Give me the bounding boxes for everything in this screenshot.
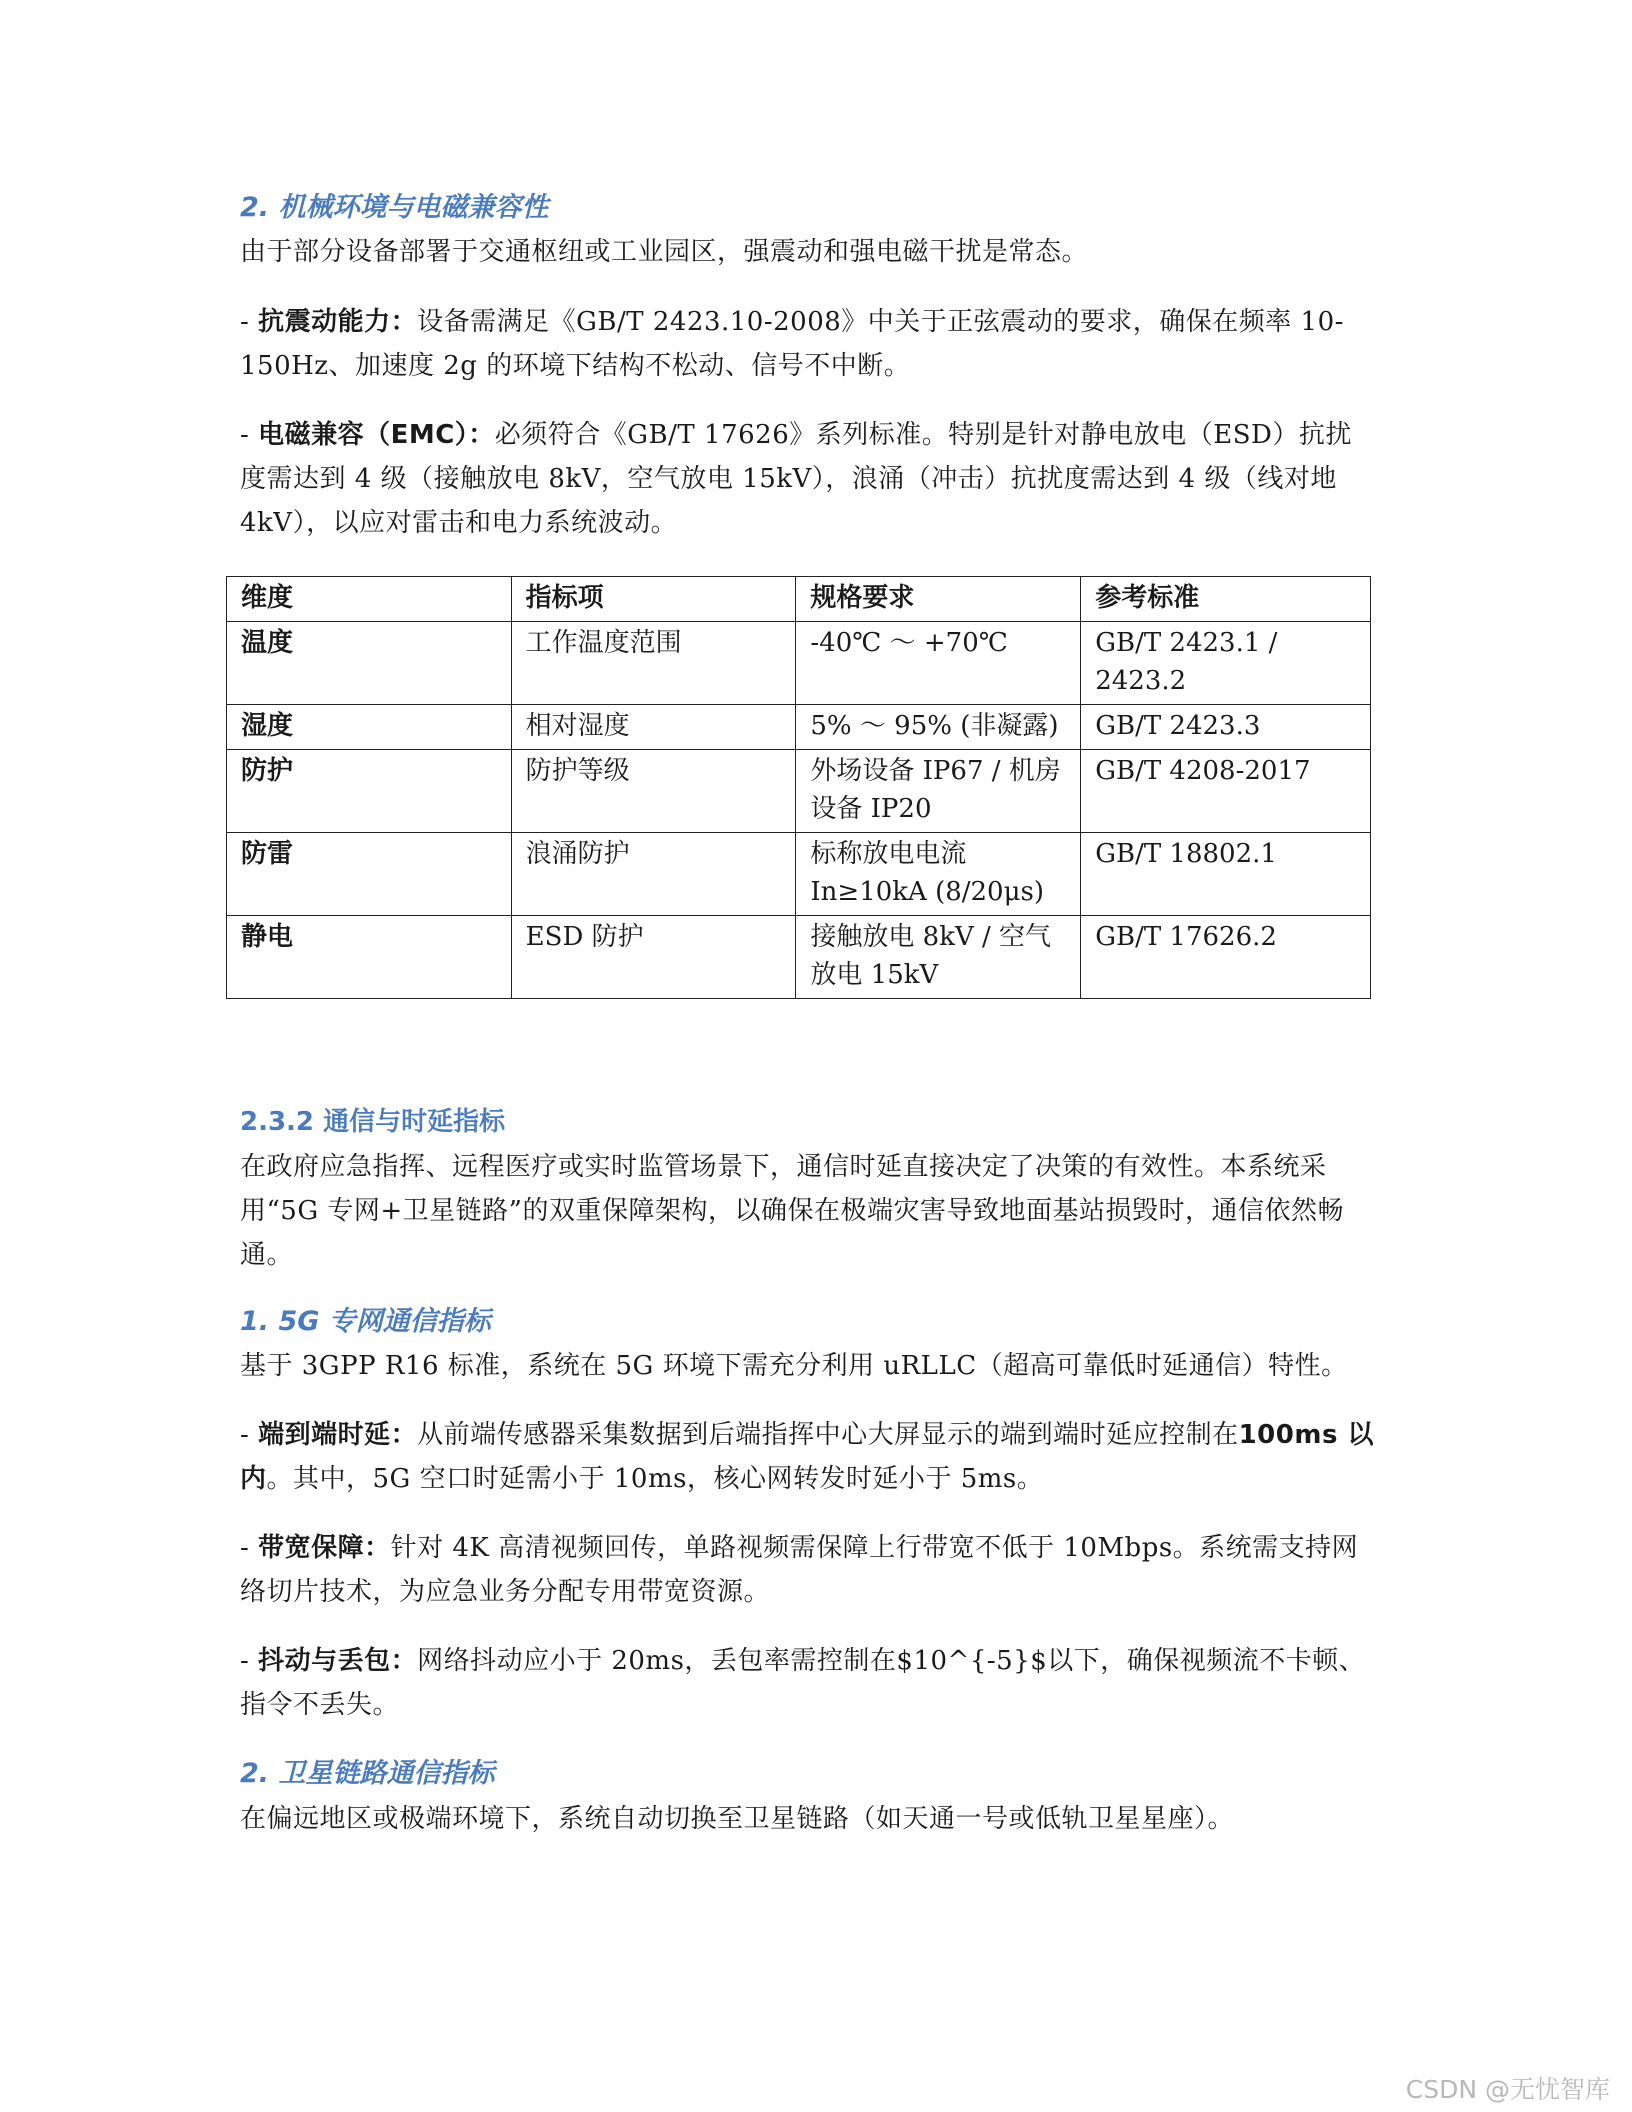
bullet-marker: - [240, 1646, 259, 1676]
watermark: CSDN @无忧智库 [1405, 2075, 1610, 2104]
table-row [227, 916, 1371, 999]
section-heading-mechanical-emc: 2. 机械环境与电磁兼容性 [240, 192, 549, 223]
table-cell-dimension: 湿度 [227, 705, 512, 750]
table-cell-standard: GB/T 2423.1 / 2423.2 [1081, 622, 1371, 705]
table-cell-spec: -40℃ ～ +70℃ [796, 622, 1081, 705]
table-cell-dimension: 温度 [227, 622, 512, 705]
table-cell-dimension: 防护 [227, 750, 512, 833]
table-cell-item: 浪涌防护 [511, 833, 796, 916]
bullet-text: 从前端传感器采集数据到后端指挥中心大屏显示的端到端时延应控制在 [417, 1420, 1239, 1450]
table-cell-item: 相对湿度 [511, 705, 796, 750]
bullet-text: 设备需满足《GB/T 2423.10-2008》中关于正弦震动的要求，确保在频率 10-150Hz、加速度 2g 的环境下结构不松动、信号不中断。 [240, 307, 1344, 381]
bullet-label: 电磁兼容（EMC）： [258, 420, 495, 450]
table-cell-standard: GB/T 2423.3 [1081, 705, 1371, 750]
bullet-text: 针对 4K 高清视频回传，单路视频需保障上行带宽不低于 10Mbps。系统需支持网络切片技术，为应急业务分配专用带宽资源。 [240, 1533, 1359, 1607]
table-cell-item: ESD 防护 [511, 916, 796, 999]
table-header-row [227, 577, 1371, 622]
bullet-label: 抗震动能力： [258, 307, 418, 337]
section-heading-comm-latency: 2.3.2 通信与时延指标 [240, 1107, 506, 1137]
table-header-cell: 指标项 [511, 577, 796, 622]
section-intro-mechanical-emc: 由于部分设备部署于交通枢纽或工业园区，强震动和强电磁干扰是常态。 [240, 237, 1089, 267]
table-header-cell: 参考标准 [1081, 577, 1371, 622]
bullet-bandwidth [240, 1526, 1376, 1614]
section-intro-satellite: 在偏远地区或极端环境下，系统自动切换至卫星链路（如天通一号或低轨卫星星座）。 [240, 1804, 1235, 1834]
bullet-jitter-loss [240, 1639, 1376, 1727]
table-cell-spec: 外场设备 IP67 / 机房设备 IP20 [796, 750, 1081, 833]
section-heading-satellite: 2. 卫星链路通信指标 [240, 1758, 495, 1789]
bullet-marker: - [240, 1420, 259, 1450]
table-cell-spec: 标称放电电流 In≥10kA (8/20μs) [796, 833, 1081, 916]
bullet-end-to-end-latency [240, 1413, 1376, 1501]
bullet-label: 带宽保障： [258, 1533, 391, 1563]
table-cell-spec: 5% ～ 95% (非凝露) [796, 705, 1081, 750]
table-header-cell: 规格要求 [796, 577, 1081, 622]
table-header-cell: 维度 [227, 577, 512, 622]
environment-spec-table [226, 576, 1371, 999]
table-cell-item: 工作温度范围 [511, 622, 796, 705]
bullet-text: 网络抖动应小于 20ms，丢包率需控制在$10^{-5}$以下，确保视频流不卡顿、指令不丢失。 [240, 1646, 1366, 1720]
section-intro-comm-latency: 在政府应急指挥、远程医疗或实时监管场景下，通信时延直接决定了决策的有效性。本系统采用“5G 专网+卫星链路”的双重保障架构，以确保在极端灾害导致地面基站损毁时，通信依然畅通。 [240, 1152, 1344, 1270]
table-row [227, 705, 1371, 750]
table-row [227, 750, 1371, 833]
bullet-text: 必须符合《GB/T 17626》系列标准。特别是针对静电放电（ESD）抗扰度需达到 4 级（接触放电 8kV，空气放电 15kV），浪涌（冲击）抗扰度需达到 4 级（线对地 4kV），以应对雷击和电力系统波动。 [240, 420, 1352, 538]
table-cell-standard: GB/T 18802.1 [1081, 833, 1371, 916]
bullet-emc [240, 413, 1376, 545]
bullet-marker: - [240, 420, 259, 450]
bullet-marker: - [240, 307, 259, 337]
section-intro-5g: 基于 3GPP R16 标准，系统在 5G 环境下需充分利用 uRLLC（超高可靠低时延通信）特性。 [240, 1351, 1348, 1381]
table-cell-dimension: 防雷 [227, 833, 512, 916]
table-row [227, 622, 1371, 705]
table-cell-standard: GB/T 17626.2 [1081, 916, 1371, 999]
bullet-label: 抖动与丢包： [258, 1646, 418, 1676]
table-cell-spec: 接触放电 8kV / 空气放电 15kV [796, 916, 1081, 999]
bullet-emphasis: 100ms 以内 [240, 1420, 1374, 1494]
table-cell-dimension: 静电 [227, 916, 512, 999]
bullet-marker: - [240, 1533, 259, 1563]
bullet-text: 。其中，5G 空口时延需小于 10ms，核心网转发时延小于 5ms。 [266, 1464, 1044, 1494]
bullet-anti-vibration [240, 300, 1376, 388]
table-cell-item: 防护等级 [511, 750, 796, 833]
section-heading-5g: 1. 5G 专网通信指标 [240, 1306, 491, 1337]
table-cell-standard: GB/T 4208-2017 [1081, 750, 1371, 833]
table-row [227, 833, 1371, 916]
bullet-label: 端到端时延： [258, 1420, 418, 1450]
